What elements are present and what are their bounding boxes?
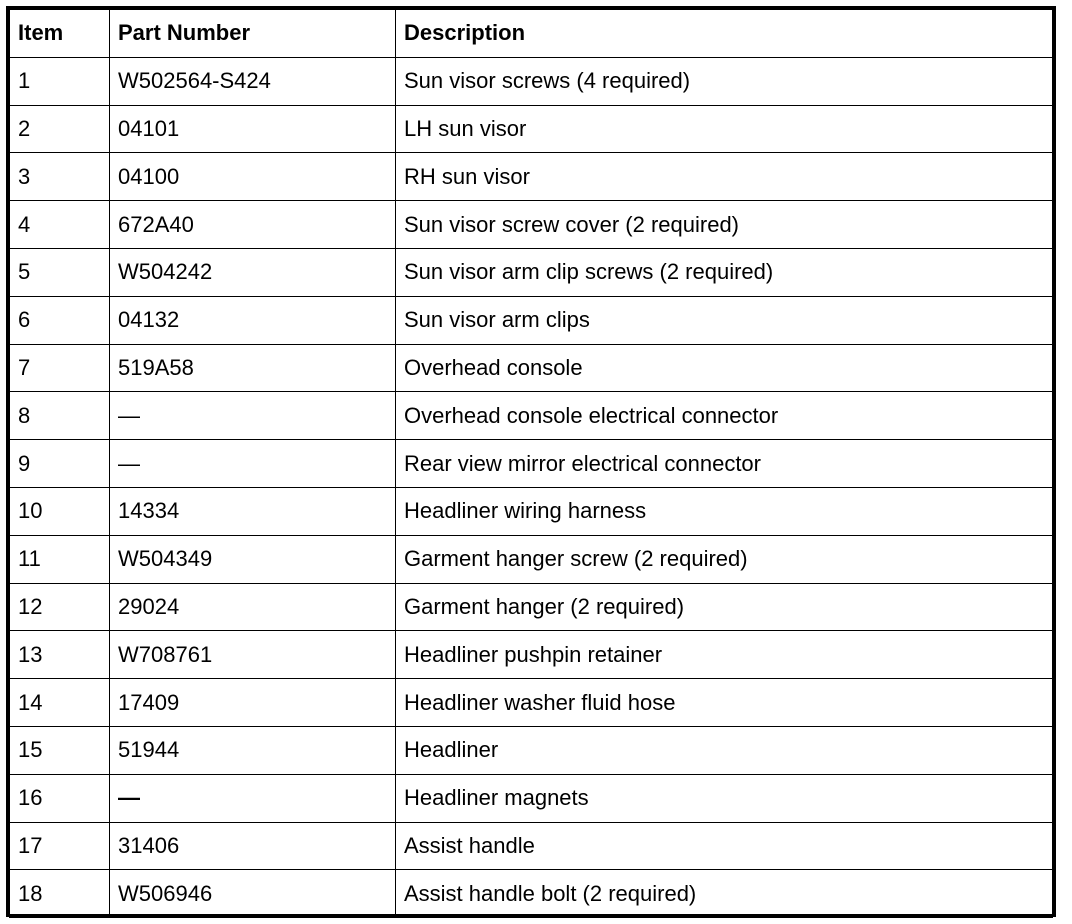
description-cell: Assist handle (396, 822, 1053, 870)
item-cell: 18 (10, 870, 110, 918)
part-number-cell: 31406 (110, 822, 396, 870)
table-row (10, 487, 1053, 535)
part-number-cell: — (110, 392, 396, 440)
part-number-cell: W502564-S424 (110, 57, 396, 105)
item-cell: 16 (10, 774, 110, 822)
description-cell: RH sun visor (396, 153, 1053, 201)
part-number-cell: 29024 (110, 583, 396, 631)
item-cell: 14 (10, 679, 110, 727)
part-number-cell: W506946 (110, 870, 396, 918)
table-row (10, 535, 1053, 583)
description-cell: Headliner (396, 726, 1053, 774)
table-row (10, 583, 1053, 631)
item-cell: 3 (10, 153, 110, 201)
table-row (10, 822, 1053, 870)
description-cell: Overhead console electrical connector (396, 392, 1053, 440)
table-row (10, 57, 1053, 105)
part-number-cell: — (110, 774, 396, 822)
header-description: Description (396, 10, 1053, 58)
part-number-cell: — (110, 440, 396, 488)
part-number-cell: 672A40 (110, 201, 396, 249)
table-row (10, 153, 1053, 201)
description-cell: Garment hanger screw (2 required) (396, 535, 1053, 583)
item-cell: 1 (10, 57, 110, 105)
table-row (10, 344, 1053, 392)
part-number-cell: 519A58 (110, 344, 396, 392)
item-cell: 6 (10, 296, 110, 344)
part-number-cell: W504242 (110, 248, 396, 296)
description-cell: Headliner pushpin retainer (396, 631, 1053, 679)
description-cell: Garment hanger (2 required) (396, 583, 1053, 631)
part-number-cell: 04100 (110, 153, 396, 201)
description-cell: Overhead console (396, 344, 1053, 392)
table-row (10, 631, 1053, 679)
item-cell: 5 (10, 248, 110, 296)
item-cell: 12 (10, 583, 110, 631)
part-number-cell: 04101 (110, 105, 396, 153)
description-cell: Headliner wiring harness (396, 487, 1053, 535)
table-row (10, 870, 1053, 918)
part-number-cell: W708761 (110, 631, 396, 679)
item-cell: 13 (10, 631, 110, 679)
item-cell: 4 (10, 201, 110, 249)
table-row (10, 440, 1053, 488)
item-cell: 17 (10, 822, 110, 870)
table-row (10, 296, 1053, 344)
table-row (10, 248, 1053, 296)
description-cell: Sun visor arm clips (396, 296, 1053, 344)
part-number-cell: 04132 (110, 296, 396, 344)
part-number-cell: 14334 (110, 487, 396, 535)
header-row (10, 10, 1053, 58)
description-cell: Sun visor screw cover (2 required) (396, 201, 1053, 249)
item-cell: 2 (10, 105, 110, 153)
table-row (10, 392, 1053, 440)
item-cell: 11 (10, 535, 110, 583)
item-cell: 8 (10, 392, 110, 440)
table-row (10, 774, 1053, 822)
header-part-number: Part Number (110, 10, 396, 58)
item-cell: 10 (10, 487, 110, 535)
parts-table (9, 9, 1053, 918)
description-cell: Headliner magnets (396, 774, 1053, 822)
description-cell: Assist handle bolt (2 required) (396, 870, 1053, 918)
part-number-cell: W504349 (110, 535, 396, 583)
parts-table-container (6, 6, 1056, 917)
header-item: Item (10, 10, 110, 58)
table-row (10, 679, 1053, 727)
item-cell: 15 (10, 726, 110, 774)
description-cell: Headliner washer fluid hose (396, 679, 1053, 727)
description-cell: LH sun visor (396, 105, 1053, 153)
item-cell: 7 (10, 344, 110, 392)
description-cell: Sun visor screws (4 required) (396, 57, 1053, 105)
item-cell: 9 (10, 440, 110, 488)
description-cell: Sun visor arm clip screws (2 required) (396, 248, 1053, 296)
table-row (10, 201, 1053, 249)
description-cell: Rear view mirror electrical connector (396, 440, 1053, 488)
table-row (10, 726, 1053, 774)
table-row (10, 105, 1053, 153)
part-number-cell: 51944 (110, 726, 396, 774)
part-number-cell: 17409 (110, 679, 396, 727)
